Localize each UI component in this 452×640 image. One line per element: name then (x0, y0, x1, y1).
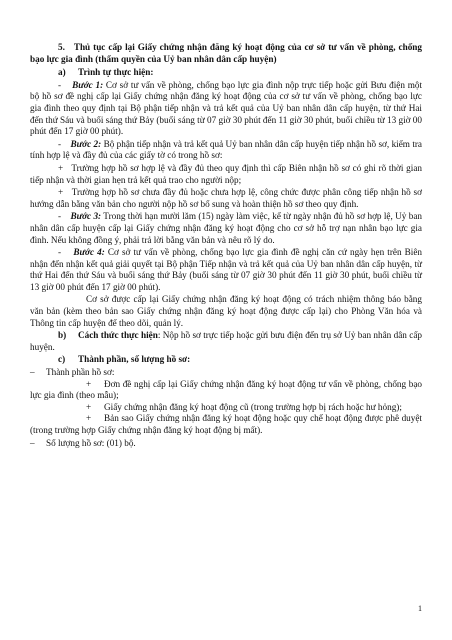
dossier-item (30, 379, 422, 402)
procedure-title: 5. Thủ tục cấp lại Giấy chứng nhận đăng ký hoạt động của cơ sở tư vấn về phòng, chống bạo lực gia đình (thẩm quyền của Uỷ ban nhân dân cấp huyện) (30, 42, 422, 64)
step-2-text: Bộ phận tiếp nhận và trả kết quả Uỷ ban nhân dân cấp huyện tiếp nhận hồ sơ, kiểm tra tính hợp lệ và đầy đủ của các giấy tờ có trong hồ sơ: (30, 138, 423, 161)
section-b (30, 330, 422, 353)
section-a-heading (30, 67, 422, 79)
dossier-components-label: Thành phần hồ sơ: (46, 367, 115, 378)
step-4 (30, 247, 422, 293)
dossier-item-text: Đơn đề nghị cấp lại Giấy chứng nhận đăng ký hoạt động tư vấn về phòng, chống bạo lực gia đình (theo mẫu); (30, 378, 422, 401)
dossier-count (30, 438, 422, 450)
step-3-label: Bước 3: (70, 211, 102, 222)
plus-bullet: + (86, 413, 92, 424)
plus-bullet: + (86, 378, 92, 389)
case-invalid-text: Trường hợp hồ sơ chưa đầy đủ hoặc chưa hợp lệ, công chức được phân công tiếp nhận hồ sơ hướng dẫn bằng văn bản cho người nộp hồ sơ bổ sung và hoàn thiện hồ sơ theo quy định. (30, 187, 422, 209)
step-1 (30, 80, 422, 138)
step-2-case-invalid (30, 187, 422, 210)
section-c-title: Thành phần, số lượng hồ sơ: (78, 354, 191, 365)
section-a-title: Trình tự thực hiện: (78, 67, 154, 78)
step-4-label: Bước 4: (73, 247, 105, 258)
step-4-lead: - (58, 247, 74, 258)
document-content (30, 42, 422, 449)
dossier-item-text: Bản sao Giấy chứng nhận đăng ký hoạt động hoặc quy chế hoạt động được phê duyệt (trong trường hợp Giấy chứng nhận đăng ký hoạt động bị mất). (30, 413, 422, 435)
page-number: 1 (418, 604, 422, 613)
step-2 (30, 139, 422, 162)
case-valid-text: Trường hợp hồ sơ hợp lệ và đầy đủ theo quy định thì cấp Biên nhận hồ sơ có ghi rõ thời gian tiếp nhận và thời gian hẹn trả kết quả trao cho người nộp; (30, 162, 423, 185)
step-2-label: Bước 2: (70, 138, 102, 149)
step-2-case-valid (30, 163, 422, 186)
section-b-label: b) (58, 330, 67, 341)
step-4-text: Cơ sở tư vấn về phòng, chống bạo lực gia đình đề nghị căn cứ ngày hẹn trên Biên nhận đến nhận kết quả giải quyết tại Bộ phận Tiếp nhận và trả kết quả của Uỷ ban nhân dân cấp huyện, từ thứ Hai đến thứ Sáu và buổi sáng thứ Bảy (buổi sáng từ 07 giờ 30 phút đến 11 giờ 30 phút, buổi chiều từ 13 giờ 00 phút đến 17 giờ 00 phút). (30, 247, 423, 292)
dossier-item (30, 413, 422, 436)
step-1-lead: - (58, 79, 73, 90)
step-2-lead: - (58, 138, 71, 149)
step-3-lead: - (58, 211, 71, 222)
case-valid-lead: + (58, 162, 72, 173)
dossier-item (30, 402, 422, 414)
section-a-label: a) (58, 67, 66, 78)
section-b-text: : Nộp hồ sơ trực tiếp hoặc gửi bưu điện đến trụ sở Uỷ ban nhân dân cấp huyện. (30, 330, 422, 352)
dossier-components (30, 367, 422, 379)
dash-bullet: – (30, 367, 35, 378)
dossier-count-label: Số lượng hồ sơ: (01) bộ. (46, 437, 136, 448)
notification-paragraph: Cơ sở được cấp lại Giấy chứng nhận đăng ký hoạt động có trách nhiệm thông báo bằng văn bản (kèm theo bản sao Giấy chứng nhận đăng ký hoạt động được cấp lại) cho Phòng Văn hóa và Thông tin cấp huyện để theo dõi, quản lý. (30, 294, 422, 328)
step-3 (30, 211, 422, 246)
step-3-text: Trong thời hạn mười lăm (15) ngày làm việc, kể từ ngày nhận đủ hồ sơ hợp lệ, Uỷ ban nhân dân cấp huyện cấp lại Giấy chứng nhận đăng ký hoạt động cho cơ sở hỗ trợ nạn nhân bạo lực gia đình. Nếu không đồng ý, phải trả lời bằng văn bản và nêu rõ lý do. (30, 211, 423, 245)
plus-bullet: + (86, 401, 92, 412)
section-c-label: c) (58, 354, 66, 365)
dossier-item-text: Giấy chứng nhận đăng ký hoạt động cũ (trong trường hợp bị rách hoặc hư hỏng); (104, 401, 402, 412)
dash-bullet: – (30, 437, 35, 448)
step-1-text: Cơ sở tư vấn về phòng, chống bạo lực gia đình nộp trực tiếp hoặc gửi Bưu điện một bộ hồ sơ đề nghị cấp lại Giấy chứng nhận đăng ký hoạt động của cơ sở tư vấn về phòng, chống bạo lực gia đình theo quy định tại Bộ phận tiếp nhận và trả kết quả của Uỷ ban nhân dân cấp huyện, từ thứ Hai đến thứ Sáu và buổi sáng thứ Bảy (buổi sáng từ 07 giờ 30 phút đến 11 giờ 30 phút, buổi chiều từ 13 giờ 00 phút đến 17 giờ 00 phút). (30, 79, 423, 137)
case-invalid-lead: + (58, 187, 72, 198)
step-1-label: Bước 1: (72, 79, 104, 90)
section-c-heading (30, 354, 422, 366)
section-b-heading: Cách thức thực hiện (78, 330, 158, 341)
